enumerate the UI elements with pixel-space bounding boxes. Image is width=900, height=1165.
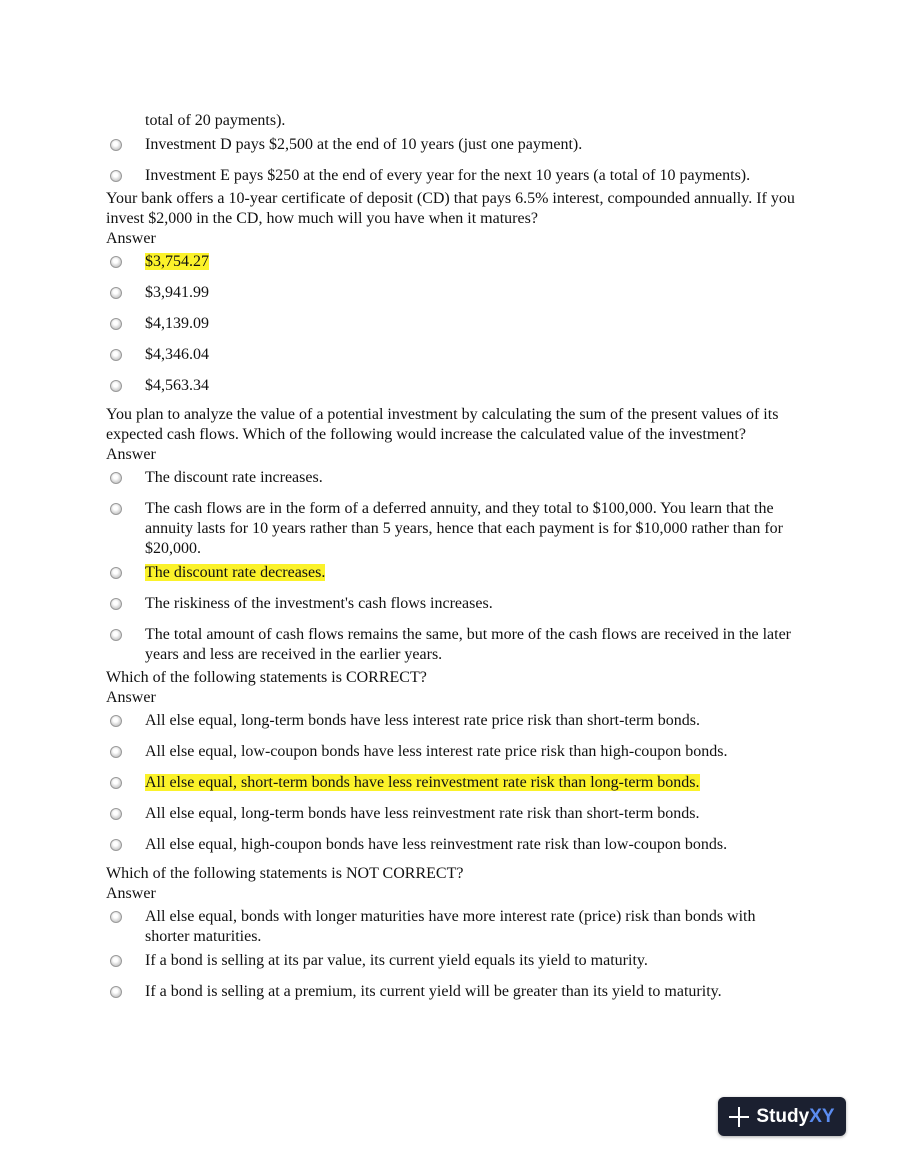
answer-text: If a bond is selling at its par value, its current yield equals its yield to maturity.	[145, 952, 648, 969]
answer-text: $4,346.04	[145, 346, 209, 363]
answer-options	[106, 711, 796, 855]
radio-button-icon[interactable]	[110, 598, 122, 610]
radio-button-icon[interactable]	[110, 139, 122, 151]
radio-button-icon[interactable]	[110, 746, 122, 758]
answer-text: $4,139.09	[145, 315, 209, 332]
answer-text: All else equal, long-term bonds have less interest rate price risk than short-term bonds.	[145, 712, 700, 729]
answer-option[interactable]	[106, 563, 796, 583]
answer-label: Answer	[106, 885, 156, 902]
radio-button-icon[interactable]	[110, 715, 122, 727]
question-text: You plan to analyze the value of a potential investment by calculating the sum of the present values of its expected cash flows. Which of the following would increase the calculated value of the investment?	[106, 406, 779, 443]
answer-label: Answer	[106, 689, 156, 706]
option-d[interactable]	[106, 135, 796, 155]
question-text: Which of the following statements is NOT CORRECT?	[106, 865, 464, 882]
answer-text: All else equal, long-term bonds have less reinvestment rate risk than short-term bonds.	[145, 805, 700, 822]
question-block	[106, 668, 796, 855]
answer-option[interactable]	[106, 951, 796, 971]
radio-button-icon[interactable]	[110, 503, 122, 515]
answer-option[interactable]	[106, 376, 796, 396]
radio-button-icon[interactable]	[110, 629, 122, 641]
radio-button-icon[interactable]	[110, 567, 122, 579]
radio-button-icon[interactable]	[110, 318, 122, 330]
radio-button-icon[interactable]	[110, 256, 122, 268]
option-text: Investment D pays $2,500 at the end of 10 years (just one payment).	[145, 136, 583, 153]
answer-option[interactable]	[106, 499, 796, 559]
radio-button-icon[interactable]	[110, 808, 122, 820]
answer-text: All else equal, bonds with longer maturities have more interest rate (price) risk than bonds with shorter maturities.	[145, 908, 756, 945]
answer-options	[106, 252, 796, 396]
radio-button-icon[interactable]	[110, 472, 122, 484]
answer-text: The total amount of cash flows remains the same, but more of the cash flows are received in the later years and less are received in the earlier years.	[145, 626, 791, 663]
answer-options	[106, 907, 796, 1002]
answer-text: If a bond is selling at a premium, its current yield will be greater than its yield to maturity.	[145, 983, 722, 1000]
logo-accent-text: XY	[809, 1105, 835, 1127]
quiz-content	[106, 111, 796, 1013]
answer-text: All else equal, high-coupon bonds have less reinvestment rate risk than low-coupon bonds.	[145, 836, 728, 853]
radio-button-icon[interactable]	[110, 287, 122, 299]
radio-button-icon[interactable]	[110, 911, 122, 923]
studyxy-logo	[718, 1097, 846, 1136]
answer-option[interactable]	[106, 283, 796, 303]
answer-option[interactable]	[106, 773, 796, 793]
answer-option[interactable]	[106, 804, 796, 824]
answer-text-highlighted: $3,754.27	[145, 253, 209, 270]
radio-button-icon[interactable]	[110, 777, 122, 789]
answer-option[interactable]	[106, 625, 796, 665]
question-text: Your bank offers a 10-year certificate of deposit (CD) that pays 6.5% interest, compounded annually. If you invest $2,000 in the CD, how much will you have when it matures?	[106, 190, 795, 227]
answer-text-highlighted: The discount rate decreases.	[145, 564, 326, 581]
answer-option[interactable]	[106, 711, 796, 731]
radio-button-icon[interactable]	[110, 839, 122, 851]
answer-options	[106, 468, 796, 665]
answer-option[interactable]	[106, 594, 796, 614]
answer-option[interactable]	[106, 835, 796, 855]
plus-icon	[729, 1107, 749, 1127]
answer-option[interactable]	[106, 742, 796, 762]
question-text: Which of the following statements is CORRECT?	[106, 669, 427, 686]
answer-text: $3,941.99	[145, 284, 209, 301]
answer-option[interactable]	[106, 314, 796, 334]
continued-option-text	[106, 111, 796, 131]
question-block	[106, 864, 796, 1002]
option-text: Investment E pays $250 at the end of every year for the next 10 years (a total of 10 payments).	[145, 167, 751, 184]
answer-label: Answer	[106, 446, 156, 463]
question-block	[106, 189, 796, 396]
answer-label: Answer	[106, 230, 156, 247]
answer-option[interactable]	[106, 252, 796, 272]
answer-text-highlighted: All else equal, short-term bonds have less reinvestment rate risk than long-term bonds.	[145, 774, 700, 791]
answer-option[interactable]	[106, 982, 796, 1002]
question-block	[106, 405, 796, 665]
continued-options	[106, 111, 796, 186]
answer-option[interactable]	[106, 345, 796, 365]
answer-text: The discount rate increases.	[145, 469, 323, 486]
answer-option[interactable]	[106, 468, 796, 488]
answer-text: The riskiness of the investment's cash flows increases.	[145, 595, 493, 612]
logo-text: Study	[756, 1105, 810, 1127]
answer-option[interactable]	[106, 907, 796, 947]
radio-button-icon[interactable]	[110, 170, 122, 182]
option-e[interactable]	[106, 166, 796, 186]
answer-text: All else equal, low-coupon bonds have less interest rate price risk than high-coupon bonds.	[145, 743, 728, 760]
radio-button-icon[interactable]	[110, 986, 122, 998]
answer-text: The cash flows are in the form of a deferred annuity, and they total to $100,000. You learn that the annuity lasts for 10 years rather than 5 years, hence that each payment is for $10,000 rather than for $20,000.	[145, 500, 783, 557]
answer-text: $4,563.34	[145, 377, 209, 394]
option-text: total of 20 payments).	[145, 112, 286, 129]
radio-button-icon[interactable]	[110, 955, 122, 967]
radio-button-icon[interactable]	[110, 380, 122, 392]
radio-button-icon[interactable]	[110, 349, 122, 361]
